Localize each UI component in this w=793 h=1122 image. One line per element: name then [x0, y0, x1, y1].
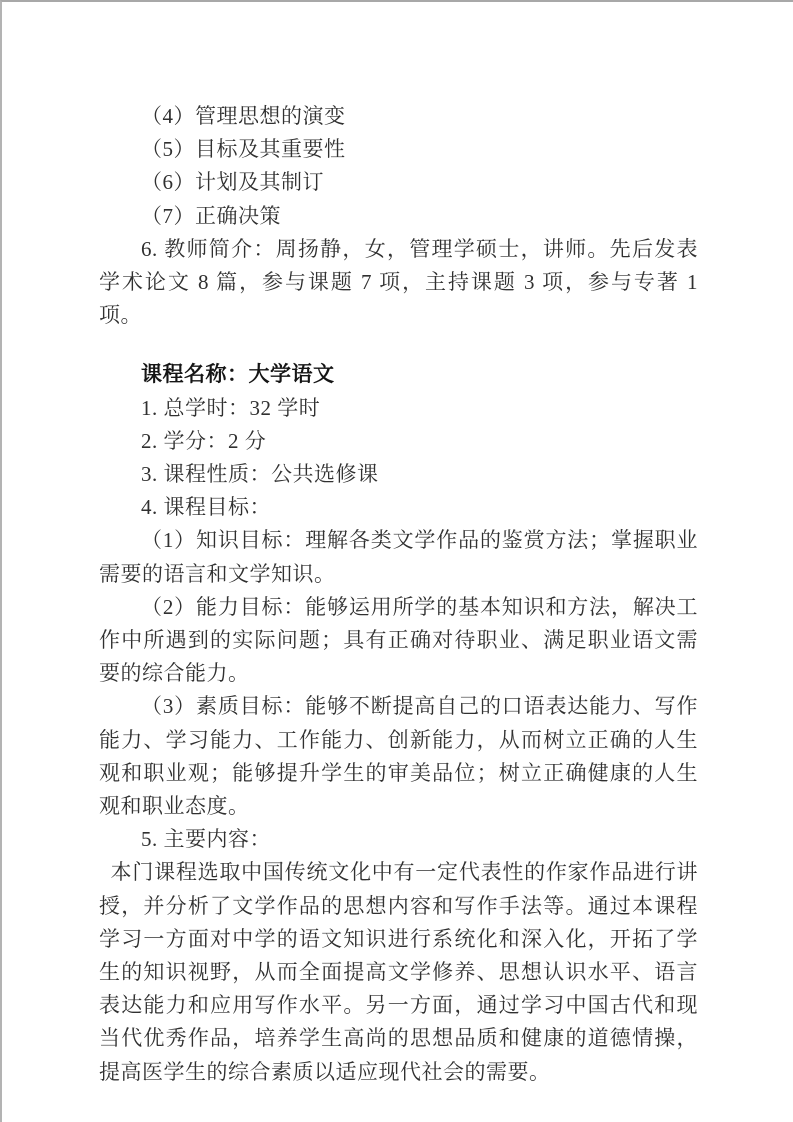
outline-item-6: （6）计划及其制订 — [141, 170, 324, 195]
course-type-item: 3. 课程性质：公共选修课 — [141, 462, 379, 487]
knowledge-objective: （1）知识目标：理解各类文学作品的鉴赏方法；掌握职业需要的语言和文学知识。 — [99, 528, 698, 586]
course-title-heading: 课程名称：大学语文 — [141, 362, 335, 387]
main-content-label: 5. 主要内容： — [141, 827, 271, 852]
teacher-intro: 6. 教师简介：周扬静，女，管理学硕士，讲师。先后发表学术论文 8 篇，参与课题 7 项，主持课题 3 项，参与专著 1 项。 — [99, 236, 698, 328]
course-objectives-label: 4. 课程目标： — [141, 495, 271, 520]
outline-item-5: （5）目标及其重要性 — [141, 137, 346, 162]
outline-item-7: （7）正确决策 — [141, 203, 281, 228]
ability-objective: （2）能力目标：能够运用所学的基本知识和方法，解决工作中所遇到的实际问题；具有正确对待职业、满足职业语文需要的综合能力。 — [99, 594, 698, 686]
document-content — [2, 2, 793, 1089]
quality-objective: （3）素质目标：能够不断提高自己的口语表达能力、写作能力、学习能力、工作能力、创新能力，从而树立正确的人生观和职业观；能够提升学生的审美品位；树立正确健康的人生观和职业态度。 — [99, 694, 698, 819]
main-content-description: 本门课程选取中国传统文化中有一定代表性的作家作品进行讲授，并分析了文学作品的思想内容和写作手法等。通过本课程学习一方面对中学的语文知识进行系统化和深入化，开拓了学生的知识视野，从而全面提高文学修养、思想认识水平、语言表达能力和应用写作水平。另一方面，通过学习中国古代和现当代优秀作品，培养学生高尚的思想品质和健康的道德情操，提高医学生的综合素质以适应现代社会的需要。 — [99, 860, 698, 1084]
credits-item: 2. 学分：2 分 — [141, 428, 267, 453]
total-hours-item: 1. 总学时：32 学时 — [141, 395, 321, 420]
outline-item-4: （4）管理思想的演变 — [141, 104, 346, 128]
